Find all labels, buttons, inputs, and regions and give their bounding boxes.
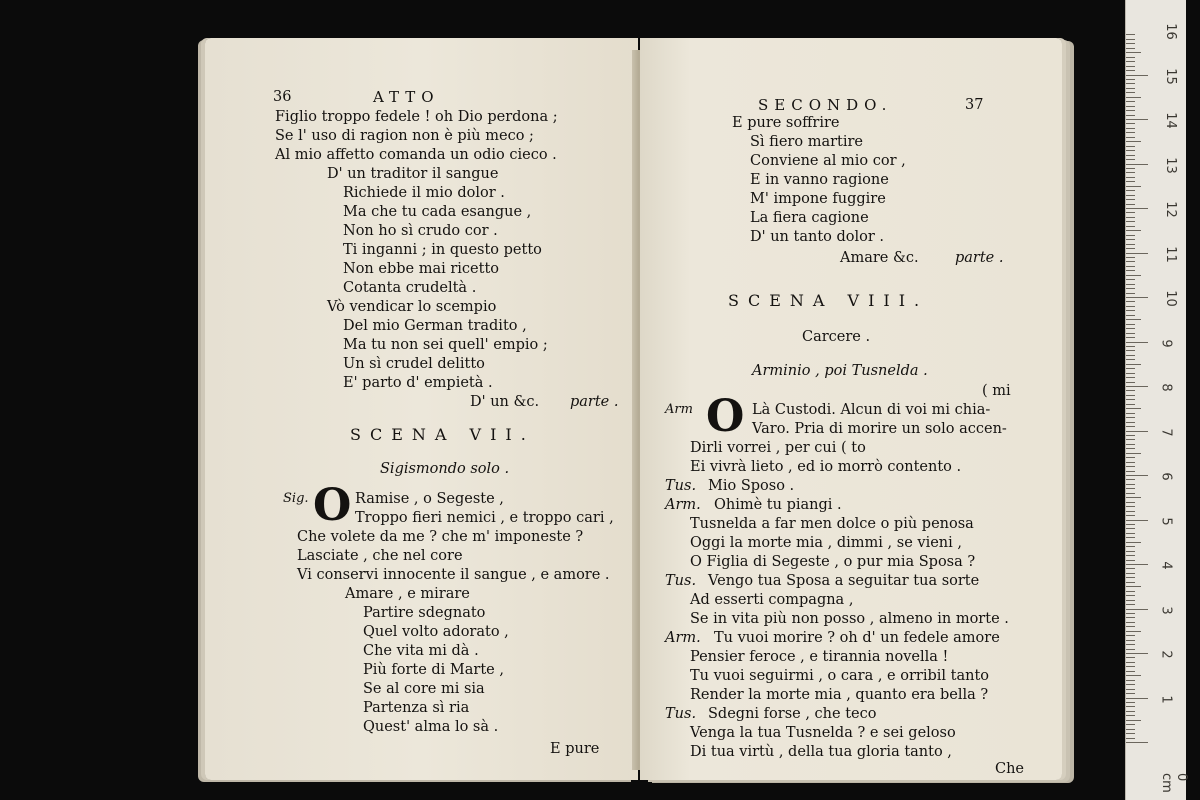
ruler-tick <box>1126 110 1135 111</box>
ruler-number: 6 <box>1158 472 1174 481</box>
speaker-label: Tus. <box>665 573 697 589</box>
verse-line: Amare &c. <box>840 250 919 266</box>
ruler-tick <box>1126 564 1148 565</box>
ruler-tick <box>1126 181 1135 182</box>
dialogue-line: Di tua virtù , della tua gloria tanto , <box>690 744 952 760</box>
ruler-tick <box>1126 466 1135 467</box>
ruler-tick <box>1126 733 1135 734</box>
verse-line: Quest' alma lo sà . <box>363 719 499 735</box>
ruler-tick <box>1126 720 1141 721</box>
ruler-tick <box>1126 738 1135 739</box>
ruler-number: 2 <box>1158 650 1174 659</box>
ruler-tick <box>1126 426 1135 427</box>
ruler-tick <box>1126 92 1135 93</box>
ruler-tick <box>1126 386 1148 387</box>
ruler-tick <box>1126 115 1135 116</box>
ruler-tick <box>1126 208 1148 209</box>
verse-line: Al mio affetto comanda un odio cieco . <box>275 147 557 163</box>
ruler-tick <box>1126 479 1135 480</box>
ruler-tick <box>1126 520 1148 521</box>
ruler-tick <box>1126 657 1135 658</box>
verse-line: Richiede il mio dolor . <box>343 185 505 201</box>
dialogue-line: Ei vivrà lieto , ed io morrò contento . <box>690 459 962 475</box>
ruler-tick <box>1126 600 1135 601</box>
dialogue-line: Ad esserti compagna , <box>690 592 854 608</box>
dialogue-line: Tu vuoi seguirmi , o cara , e orribil tanto <box>690 668 990 684</box>
ruler-tick <box>1126 159 1135 160</box>
ruler-number: 5 <box>1158 516 1174 526</box>
ruler-tick <box>1126 257 1135 258</box>
verse-line: Figlio troppo fedele ! oh Dio perdona ; <box>275 109 558 125</box>
verse-line: Vò vendicar lo scempio <box>327 299 497 315</box>
dialogue-line: Tu vuoi morire ? oh d' un fedele amore <box>714 630 1000 646</box>
speaker-label: Arm. <box>665 497 701 513</box>
ruler-tick <box>1126 390 1135 391</box>
ruler-tick <box>1126 266 1135 267</box>
ruler-tick <box>1126 97 1141 98</box>
ruler-tick <box>1126 342 1148 343</box>
ruler-tick <box>1126 190 1135 191</box>
verse-line: Non ho sì crudo cor . <box>343 223 498 239</box>
ruler-tick <box>1126 724 1135 725</box>
ruler-tick <box>1126 644 1135 645</box>
ruler-tick <box>1126 533 1135 534</box>
ruler-tick <box>1126 368 1135 369</box>
verse-line: Del mio German tradito , <box>343 318 527 334</box>
ruler-tick <box>1126 626 1135 627</box>
ruler-tick <box>1126 577 1135 578</box>
ruler-tick <box>1126 39 1135 40</box>
verse-line: D' un traditor il sangue <box>327 166 499 182</box>
ruler-tick <box>1126 172 1135 173</box>
ruler-tick <box>1126 288 1135 289</box>
dialogue-line: Là Custodi. Alcun di voi mi chia- <box>752 402 991 418</box>
running-head-left: ATTO <box>373 88 440 106</box>
ruler-tick <box>1126 88 1135 89</box>
ruler-tick <box>1126 230 1141 231</box>
ruler-tick <box>1126 248 1135 249</box>
verse-line: Vi conservi innocente il sangue , e amore . <box>297 567 610 583</box>
ruler-tick <box>1126 422 1135 423</box>
ruler-tick <box>1126 382 1135 383</box>
verse-line: Quel volto adorato , <box>363 624 509 640</box>
ruler-tick <box>1126 373 1135 374</box>
open-book <box>200 20 1070 785</box>
ruler-tick <box>1126 43 1135 44</box>
ruler-tick <box>1126 70 1135 71</box>
ruler-tick <box>1126 350 1135 351</box>
ruler-number: 12 <box>1162 201 1178 218</box>
dialogue-line: Tusnelda a far men dolce o più penosa <box>690 516 974 532</box>
ruler-tick <box>1126 355 1135 356</box>
ruler-tick <box>1126 239 1135 240</box>
ruler-tick <box>1126 604 1135 605</box>
verse-line: Un sì crudel delitto <box>343 356 485 372</box>
ruler-tick <box>1126 729 1135 730</box>
verse-line: Amare , e mirare <box>345 586 470 602</box>
ruler-tick <box>1126 132 1135 133</box>
ruler-tick <box>1126 293 1135 294</box>
ruler-tick <box>1126 631 1141 632</box>
scene-characters: Arminio , poi Tusnelda . <box>752 363 928 379</box>
ruler-tick <box>1126 711 1135 712</box>
ruler-tick <box>1126 671 1135 672</box>
ruler-tick <box>1126 497 1141 498</box>
ruler-tick <box>1126 475 1148 476</box>
ruler-tick <box>1126 649 1135 650</box>
ruler-tick <box>1126 83 1135 84</box>
ruler-tick <box>1126 52 1141 53</box>
ruler-tick <box>1126 689 1135 690</box>
ruler-tick <box>1126 186 1141 187</box>
ruler-number: 8 <box>1158 383 1174 392</box>
verse-line: Conviene al mio cor , <box>750 153 906 169</box>
dialogue-line: Ohimè tu piangi . <box>714 497 842 513</box>
ruler-tick <box>1126 199 1135 200</box>
ruler-tick <box>1126 315 1135 316</box>
verse-line: E' parto d' empietà . <box>343 375 493 391</box>
ruler-tick <box>1126 568 1135 569</box>
ruler-tick <box>1126 524 1135 525</box>
ruler-tick <box>1126 666 1135 667</box>
ruler-tick <box>1126 462 1135 463</box>
verse-line: D' un tanto dolor . <box>750 229 885 245</box>
ruler-tick <box>1126 595 1135 596</box>
ruler-tick <box>1126 75 1148 76</box>
ruler-tick <box>1126 555 1135 556</box>
ruler-tick <box>1126 617 1135 618</box>
ruler-tick <box>1126 324 1135 325</box>
ruler-tick <box>1126 431 1148 432</box>
ruler-tick <box>1126 742 1148 743</box>
ruler-number: 16 <box>1162 23 1178 40</box>
ruler-tick <box>1126 680 1135 681</box>
ruler-tick <box>1126 399 1135 400</box>
dialogue-line: O Figlia di Segeste , o pur mia Sposa ? <box>690 554 976 570</box>
ruler-tick <box>1126 613 1135 614</box>
verse-line: D' un &c. <box>470 394 540 410</box>
ruler-number: 1 <box>1158 694 1174 704</box>
ruler-tick <box>1126 221 1135 222</box>
page-number-right: 37 <box>965 97 984 113</box>
dialogue-line: Varo. Pria di morire un solo accen- <box>752 421 1007 437</box>
verse-line: Non ebbe mai ricetto <box>343 261 499 277</box>
ruler-tick <box>1126 546 1135 547</box>
ruler-tick <box>1126 511 1135 512</box>
ruler-tick <box>1126 622 1135 623</box>
ruler-number: 7 <box>1158 427 1174 437</box>
ruler-number: 11 <box>1162 245 1178 263</box>
verse-line: Ma tu non sei quell' empio ; <box>343 337 548 353</box>
ruler-tick <box>1126 591 1135 592</box>
ruler-tick <box>1126 253 1148 254</box>
dialogue-line: Sdegni forse , che teco <box>708 706 877 722</box>
ruler-tick <box>1126 693 1135 694</box>
ruler-tick <box>1126 488 1135 489</box>
speaker-label: Arm. <box>665 630 701 646</box>
dialogue-line: ( mi <box>982 383 1011 399</box>
verse-line: M' impone fuggire <box>750 191 886 207</box>
stage-direction: parte . <box>955 250 1004 266</box>
ruler-tick <box>1126 551 1135 552</box>
verse-line: Lasciate , che nel core <box>297 548 463 564</box>
verse-line: Ramise , o Segeste , <box>355 491 504 507</box>
ruler-tick <box>1126 212 1135 213</box>
verse-line: Partire sdegnato <box>363 605 486 621</box>
ruler-tick <box>1126 244 1135 245</box>
ruler-tick <box>1126 640 1135 641</box>
scene-heading: SCENA VII. <box>350 425 535 444</box>
dialogue-line: Oggi la morte mia , dimmi , se vieni , <box>690 535 962 551</box>
ruler-tick <box>1126 79 1135 80</box>
ruler-tick <box>1126 702 1135 703</box>
ruler-tick <box>1126 275 1141 276</box>
ruler-tick <box>1126 439 1135 440</box>
dialogue-line: Dirli vorrei , per cui ( to <box>690 440 866 456</box>
ruler-tick <box>1126 279 1135 280</box>
ruler-tick <box>1126 106 1135 107</box>
ruler-tick <box>1126 675 1141 676</box>
ruler-tick <box>1126 515 1135 516</box>
ruler-tick <box>1126 123 1135 124</box>
ruler-tick <box>1126 328 1135 329</box>
ruler-tick <box>1126 493 1135 494</box>
ruler-tick <box>1126 195 1135 196</box>
verse-line: E pure soffrire <box>732 115 840 131</box>
ruler-tick <box>1126 270 1135 271</box>
ruler-tick <box>1126 141 1141 142</box>
verse-line: Se al core mi sia <box>363 681 485 697</box>
ruler-tick <box>1126 306 1135 307</box>
verse-line: Che volete da me ? che m' imponeste ? <box>297 529 584 545</box>
dialogue-line: Venga la tua Tusnelda ? e sei geloso <box>690 725 956 741</box>
ruler-tick <box>1126 484 1135 485</box>
ruler-tick <box>1126 177 1135 178</box>
verse-line: Ma che tu cada esangue , <box>343 204 532 220</box>
dialogue-line: Se in vita più non posso , almeno in morte . <box>690 611 1009 627</box>
speaker-label: Tus. <box>665 706 697 722</box>
ruler-tick <box>1126 444 1135 445</box>
ruler-tick <box>1126 337 1135 338</box>
page-number-left: 36 <box>273 89 292 105</box>
ruler-tick <box>1126 284 1135 285</box>
ruler-tick <box>1126 395 1135 396</box>
ruler-tick <box>1126 301 1135 302</box>
ruler-tick <box>1126 61 1135 62</box>
ruler-tick <box>1126 204 1135 205</box>
dialogue-line: Render la morte mia , quanto era bella ? <box>690 687 989 703</box>
ruler-tick <box>1126 261 1135 262</box>
ruler-tick <box>1126 164 1148 165</box>
catchword: Che <box>995 761 1025 777</box>
verse-line: Cotanta crudeltà . <box>343 280 477 296</box>
ruler-number: 9 <box>1158 338 1174 348</box>
speaker-label: Sig. <box>283 491 309 506</box>
ruler-tick <box>1126 119 1148 120</box>
ruler-tick <box>1126 635 1135 636</box>
ruler-unit-label: 0 cm <box>1159 773 1189 793</box>
ruler-tick <box>1126 48 1135 49</box>
ruler-tick <box>1126 435 1135 436</box>
ruler-tick <box>1126 448 1135 449</box>
ruler-tick <box>1126 684 1135 685</box>
ruler-tick <box>1126 310 1135 311</box>
ruler-tick <box>1126 333 1135 334</box>
measuring-ruler <box>1125 0 1189 800</box>
ruler-tick <box>1126 528 1135 529</box>
verse-line: Partenza sì ria <box>363 700 470 716</box>
ruler-tick <box>1126 217 1135 218</box>
ruler-tick <box>1126 137 1135 138</box>
ruler-tick <box>1126 364 1141 365</box>
ruler-tick <box>1126 582 1135 583</box>
ruler-tick <box>1126 101 1135 102</box>
verse-line: Più forte di Marte , <box>363 662 504 678</box>
verse-line: Che vita mi dà . <box>363 643 479 659</box>
speaker-label: Arm <box>665 402 693 417</box>
ruler-tick <box>1126 346 1135 347</box>
verse-line: La fiera cagione <box>750 210 869 226</box>
scene-subtitle: Sigismondo solo . <box>380 461 510 477</box>
ruler-tick <box>1126 586 1141 587</box>
ruler-number: 14 <box>1162 112 1178 129</box>
verse-line: Sì fiero martire <box>750 134 864 150</box>
ruler-tick <box>1126 413 1135 414</box>
dialogue-line: Vengo tua Sposa a seguitar tua sorte <box>708 573 980 589</box>
ruler-tick <box>1126 653 1148 654</box>
stage-direction: parte . <box>570 394 619 410</box>
ruler-tick <box>1126 609 1148 610</box>
ruler-tick <box>1126 417 1135 418</box>
ruler-number: 3 <box>1158 605 1174 615</box>
ruler-tick <box>1126 573 1135 574</box>
ruler-tick <box>1126 235 1135 236</box>
ruler-tick <box>1126 150 1135 151</box>
ruler-tick <box>1126 57 1135 58</box>
ruler-tick <box>1126 453 1141 454</box>
ruler-tick <box>1126 408 1141 409</box>
ruler-tick <box>1126 168 1135 169</box>
ruler-tick <box>1126 560 1135 561</box>
ruler-tick <box>1126 506 1135 507</box>
ruler-number: 13 <box>1162 156 1178 174</box>
left-page <box>205 38 638 780</box>
ruler-tick <box>1126 471 1135 472</box>
ruler-number: 10 <box>1162 290 1178 307</box>
ruler-tick <box>1126 502 1135 503</box>
ruler-tick <box>1126 226 1135 227</box>
drop-capital: O <box>706 391 745 442</box>
ruler-number: 4 <box>1158 561 1174 570</box>
running-head-right: SECONDO. <box>758 96 893 114</box>
verse-line: Troppo fieri nemici , e troppo cari , <box>355 510 614 526</box>
speaker-label: Tus. <box>665 478 697 494</box>
ruler-tick <box>1126 698 1148 699</box>
ruler-tick <box>1126 542 1141 543</box>
scene-heading: SCENA VIII. <box>728 291 929 310</box>
right-page <box>640 38 1062 780</box>
ruler-tick <box>1126 146 1135 147</box>
dialogue-line: Mio Sposo . <box>708 478 795 494</box>
ruler-tick <box>1126 297 1148 298</box>
ruler-tick <box>1126 404 1135 405</box>
ruler-tick <box>1126 457 1135 458</box>
verse-line: Ti inganni ; in questo petto <box>343 242 542 258</box>
ruler-tick <box>1126 359 1135 360</box>
catchword: E pure <box>550 741 600 757</box>
ruler-tick <box>1126 34 1135 35</box>
ruler-tick <box>1126 537 1135 538</box>
ruler-tick <box>1126 706 1135 707</box>
ruler-number: 15 <box>1162 67 1178 85</box>
ruler-tick <box>1126 319 1141 320</box>
dialogue-line: Pensier feroce , e tirannia novella ! <box>690 649 949 665</box>
ruler-tick <box>1126 128 1135 129</box>
ruler-tick <box>1126 377 1135 378</box>
ruler-tick <box>1126 155 1135 156</box>
drop-capital: O <box>313 480 352 531</box>
verse-line: Se l' uso di ragion non è più meco ; <box>275 128 534 144</box>
verse-line: E in vanno ragione <box>750 172 889 188</box>
scene-location: Carcere . <box>802 329 871 345</box>
ruler-tick <box>1126 66 1135 67</box>
ruler-tick <box>1126 715 1135 716</box>
ruler-tick <box>1126 662 1135 663</box>
